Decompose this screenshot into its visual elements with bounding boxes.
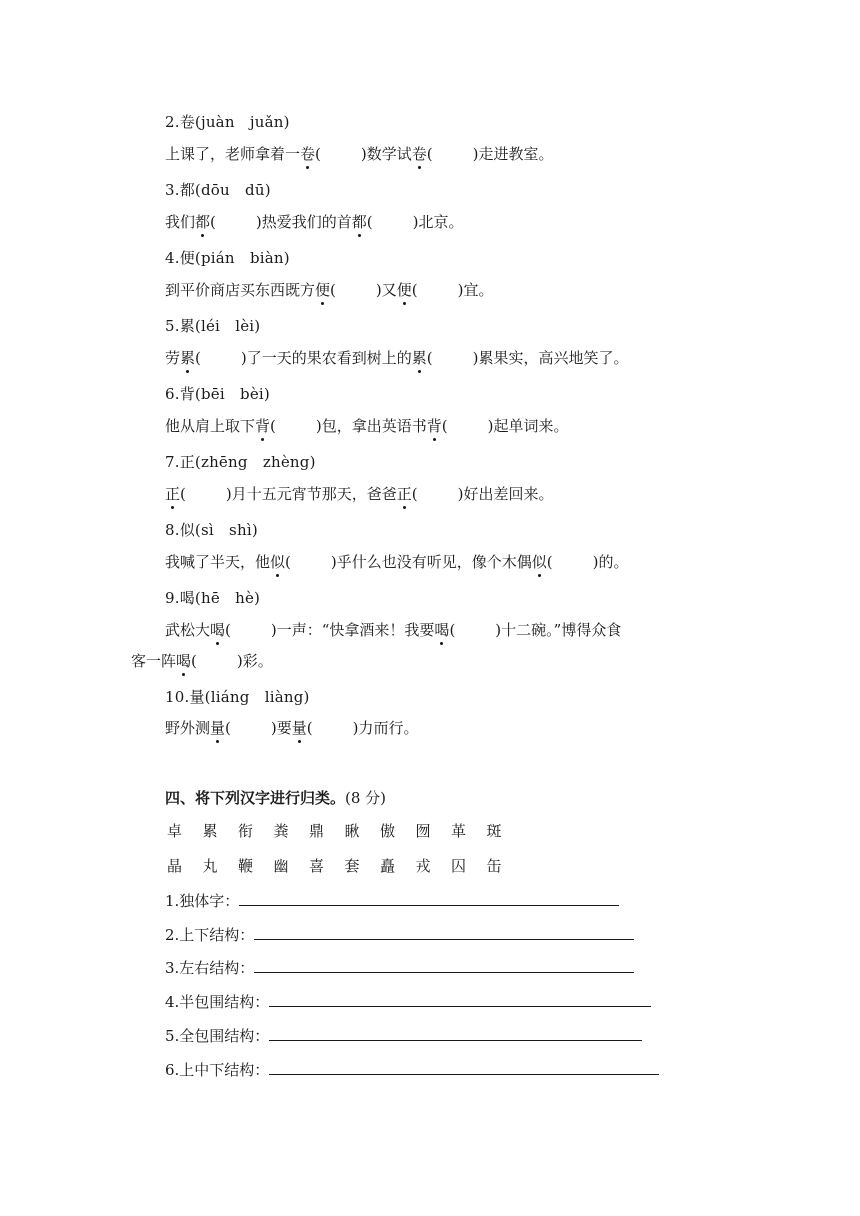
question-4-sentence: 到平价商店买东西既方便( )又便( )宜。: [165, 281, 494, 299]
answer-line[interactable]: [254, 958, 634, 973]
question-2-sentence: 上课了，老师拿着一卷( )数学试卷( )走进教室。: [165, 145, 554, 163]
category-left-right: 3.左右结构：: [165, 958, 634, 978]
question-4-heading: 4.便(pián biàn): [165, 249, 290, 267]
question-3-sentence: 我们都( )热爱我们的首都( )北京。: [165, 213, 464, 231]
category-independent: 1.独体字：: [165, 891, 619, 911]
answer-line[interactable]: [269, 1026, 642, 1041]
question-5-heading: 5.累(léi lèi): [165, 317, 261, 335]
question-10-sentence: 野外测量( )要量( )力而行。: [165, 719, 419, 737]
category-top-bottom: 2.上下结构：: [165, 925, 634, 945]
question-9-heading: 9.喝(hē hè): [165, 589, 261, 607]
question-2-heading: 2.卷(juàn juǎn): [165, 113, 290, 131]
question-8-heading: 8.似(sì shì): [165, 521, 258, 539]
answer-line[interactable]: [254, 925, 634, 940]
answer-line[interactable]: [239, 891, 619, 906]
question-6-heading: 6.背(bēi bèi): [165, 385, 270, 403]
section-4-title: 四、将下列汉字进行归类。(8 分): [165, 789, 387, 807]
question-5-sentence: 劳累( )了一天的果农看到树上的累( )累果实，高兴地笑了。: [165, 349, 629, 367]
answer-line[interactable]: [269, 992, 651, 1007]
question-10-heading: 10.量(liáng liàng): [165, 688, 310, 706]
question-7-sentence: 正( )月十五元宵节那天，爸爸正( )好出差回来。: [165, 485, 554, 503]
question-9-sentence-line1: 武松大喝( )一声：“快拿酒来！我要喝( )十二碗。”博得众食: [165, 621, 622, 639]
category-top-middle-bottom: 6.上中下结构：: [165, 1060, 659, 1080]
answer-line[interactable]: [269, 1060, 659, 1075]
character-row-2: 晶 丸 鞭 幽 喜 套 矗 戎 囚 缶: [167, 857, 502, 875]
question-9-sentence-line2: 客一阵喝( )彩。: [131, 652, 273, 670]
character-row-1: 卓 累 衔 粪 鼎 瞅 傲 囫 革 斑: [167, 822, 502, 840]
question-8-sentence: 我喊了半天，他似( )乎什么也没有听见，像个木偶似( )的。: [165, 553, 629, 571]
question-3-heading: 3.都(dōu dū): [165, 181, 271, 199]
category-fully-enclosed: 5.全包围结构：: [165, 1026, 642, 1046]
question-7-heading: 7.正(zhēng zhèng): [165, 453, 316, 471]
category-half-enclosed: 4.半包围结构：: [165, 992, 651, 1012]
question-6-sentence: 他从肩上取下背( )包，拿出英语书背( )起单词来。: [165, 417, 569, 435]
